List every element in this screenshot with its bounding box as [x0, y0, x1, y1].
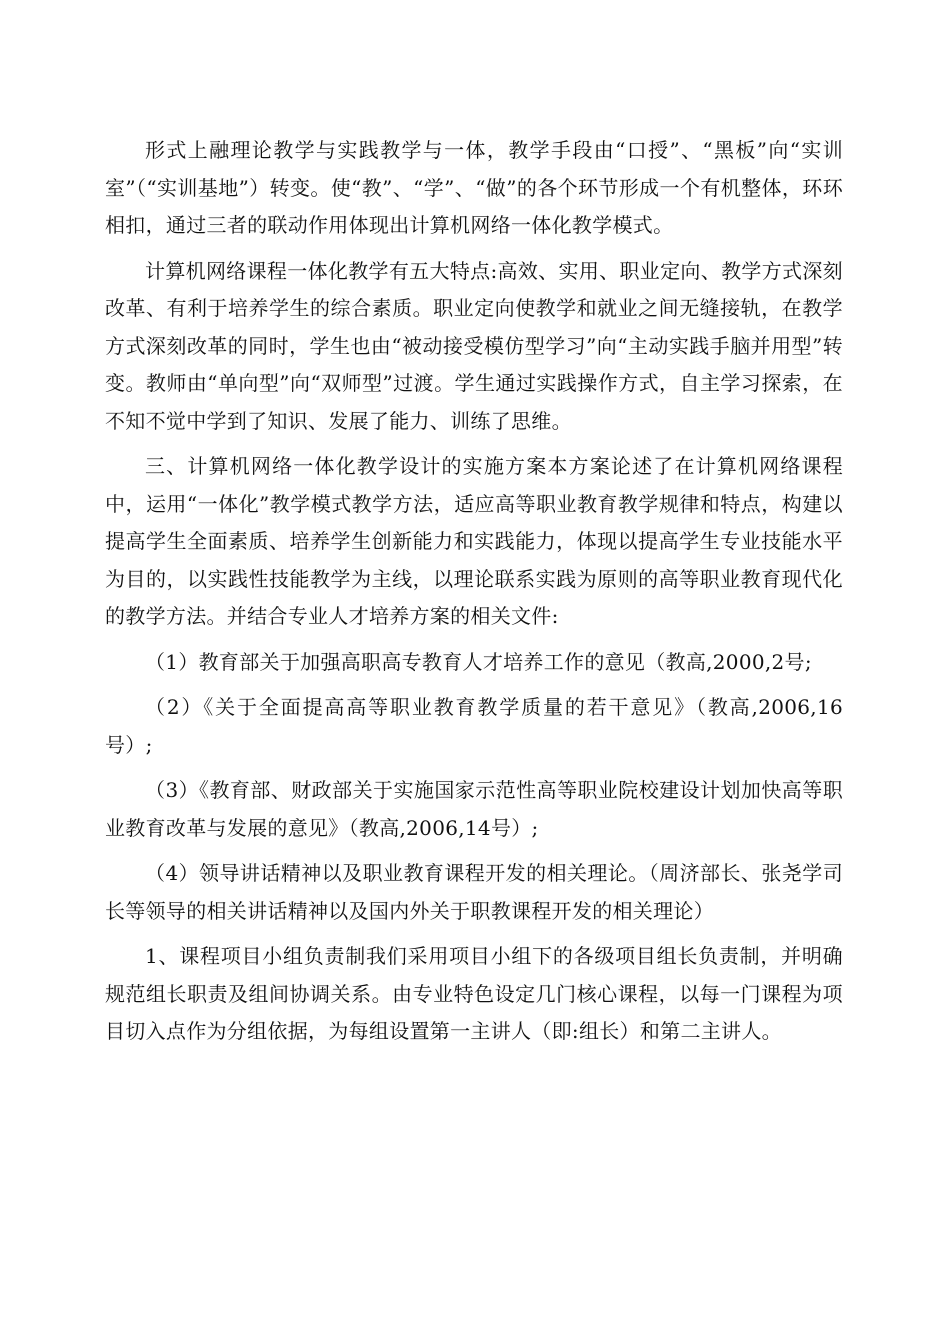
list-item-reference-2: （2）《关于全面提高高等职业教育教学质量的若干意见》（教高,2006,16号）;	[105, 695, 843, 757]
list-item-reference-1: （1）教育部关于加强高职高专教育人才培养工作的意见（教高,2000,2号;	[145, 649, 812, 674]
list-item-reference-3: （3）《教育部、财政部关于实施国家示范性高等职业院校建设计划加快高等职业教育改革与发展的意见》（教高,2006,14号）;	[105, 778, 843, 840]
paragraph-implementation-plan: 三、计算机网络一体化教学设计的实施方案本方案论述了在计算机网络课程中，运用“一体化”教学模式教学方法，适应高等职业教育教学规律和特点，构建以提高学生全面素质、培养学生创新能力和实践能力，体现以提高学生专业技能水平为目的，以实践性技能教学为主线，以理论联系实践为原则的高等职业教育现代化的教学方法。并结合专业人才培养方案的相关文件:	[105, 454, 843, 628]
list-item-reference-4: （4）领导讲话精神以及职业教育课程开发的相关理论。（周济部长、张尧学司长等领导的相关讲话精神以及国内外关于职教课程开发的相关理论）	[105, 861, 843, 923]
paragraph-five-features: 计算机网络课程一体化教学有五大特点:高效、实用、职业定向、教学方式深刻改革、有利于培养学生的综合素质。职业定向使教学和就业之间无缝接轨，在教学方式深刻改革的同时，学生也由“被动接受模仿型学习”向“主动实践手脑并用型”转变。教师由“单向型”向“双师型”过渡。学生通过实践操作方式，自主学习探索，在不知不觉中学到了知识、发展了能力、训练了思维。	[105, 258, 843, 433]
document-body	[105, 132, 843, 1059]
paragraph-teaching-form: 形式上融理论教学与实践教学与一体，教学手段由“口授”、“黑板”向“实训室”（“实训基地”）转变。使“教”、“学”、“做”的各个环节形成一个有机整体，环环相扣，通过三者的联动作用体现出计算机网络一体化教学模式。	[105, 138, 843, 237]
paragraph-project-team: 1、课程项目小组负责制我们采用项目小组下的各级项目组长负责制，并明确规范组长职责及组间协调关系。由专业特色设定几门核心课程，以每一门课程为项目切入点作为分组依据，为每组设置第一主讲人（即:组长）和第二主讲人。	[105, 944, 843, 1043]
